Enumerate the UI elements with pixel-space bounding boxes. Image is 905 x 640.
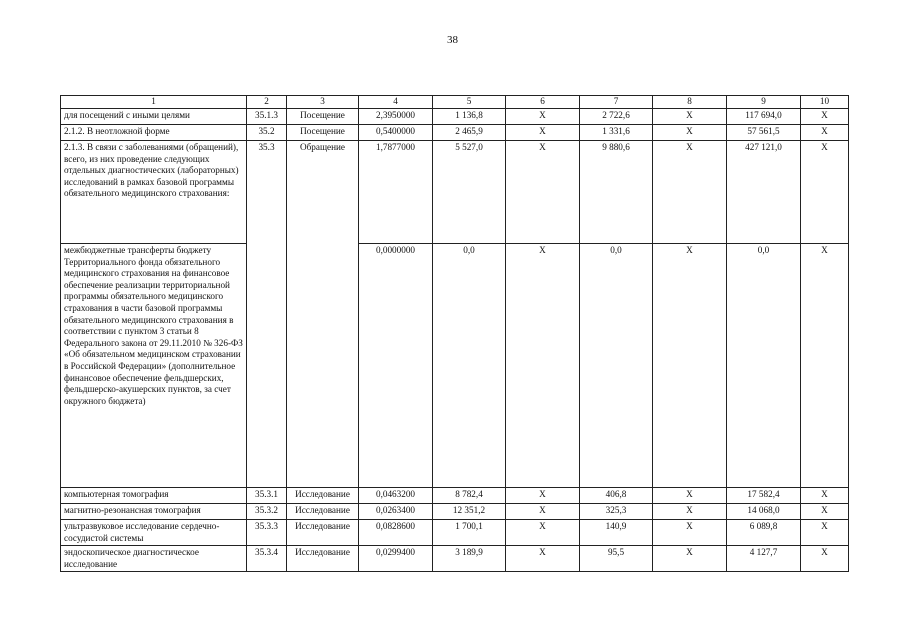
table-row xyxy=(61,244,849,488)
cell-5: 0,0 xyxy=(433,244,506,488)
cell-6: Х xyxy=(506,141,580,244)
column-header: 8 xyxy=(653,96,727,109)
row-unit: Обращение xyxy=(287,141,359,488)
table-row xyxy=(61,488,849,504)
cell-9: 14 068,0 xyxy=(727,504,801,520)
column-header: 6 xyxy=(506,96,580,109)
cell-9: 4 127,7 xyxy=(727,546,801,572)
cell-9: 0,0 xyxy=(727,244,801,488)
cell-10: Х xyxy=(801,125,849,141)
cell-6: Х xyxy=(506,546,580,572)
column-header: 4 xyxy=(359,96,433,109)
cell-6: Х xyxy=(506,520,580,546)
row-name: 2.1.3. В связи с заболеваниями (обращений), всего, из них проведение следующих отдельных диагностических (лабораторных) исследований в рамках базовой программы обязательного медицинского страхования: xyxy=(61,141,247,244)
cell-10: Х xyxy=(801,504,849,520)
cell-5: 1 136,8 xyxy=(433,109,506,125)
table-row xyxy=(61,141,849,244)
cell-4: 0,0463200 xyxy=(359,488,433,504)
cell-9: 17 582,4 xyxy=(727,488,801,504)
cell-8: Х xyxy=(653,488,727,504)
cell-10: Х xyxy=(801,141,849,244)
column-header: 3 xyxy=(287,96,359,109)
table-row xyxy=(61,125,849,141)
cell-10: Х xyxy=(801,244,849,488)
row-unit: Исследование xyxy=(287,504,359,520)
row-name: межбюджетные трансферты бюджету Территориального фонда обязательного медицинского страхования на финансовое обеспечение реализации территориальной программы обязательного медицинского страхования в части базовой программы обязательного медицинского страхования в соответствии с пунктом 3 статьи 8 Федерального закона от 29.11.2010 № 326-ФЗ «Об обязательном медицинском страховании в Российской Федерации» (дополнительное финансовое обеспечение фельдшерских, фельдшерско-акушерских пунктов, за счет окружного бюджета) xyxy=(61,244,247,488)
cell-4: 0,5400000 xyxy=(359,125,433,141)
cell-10: Х xyxy=(801,109,849,125)
data-table xyxy=(60,95,849,572)
cell-4: 0,0299400 xyxy=(359,546,433,572)
table-row xyxy=(61,109,849,125)
cell-9: 57 561,5 xyxy=(727,125,801,141)
cell-7: 140,9 xyxy=(580,520,653,546)
row-name: эндоскопическое диагностическое исследование xyxy=(61,546,247,572)
row-code: 35.1.3 xyxy=(247,109,287,125)
cell-7: 325,3 xyxy=(580,504,653,520)
cell-7: 1 331,6 xyxy=(580,125,653,141)
column-header: 10 xyxy=(801,96,849,109)
cell-7: 0,0 xyxy=(580,244,653,488)
row-unit: Посещение xyxy=(287,125,359,141)
column-header: 9 xyxy=(727,96,801,109)
row-code: 35.3.4 xyxy=(247,546,287,572)
row-unit: Исследование xyxy=(287,546,359,572)
cell-8: Х xyxy=(653,109,727,125)
cell-5: 12 351,2 xyxy=(433,504,506,520)
column-header: 2 xyxy=(247,96,287,109)
cell-7: 2 722,6 xyxy=(580,109,653,125)
row-name: компьютерная томография xyxy=(61,488,247,504)
cell-7: 95,5 xyxy=(580,546,653,572)
cell-7: 9 880,6 xyxy=(580,141,653,244)
row-name: магнитно-резонансная томография xyxy=(61,504,247,520)
table-row xyxy=(61,520,849,546)
cell-8: Х xyxy=(653,141,727,244)
cell-6: Х xyxy=(506,109,580,125)
row-name: ультразвуковое исследование сердечно-сосудистой системы xyxy=(61,520,247,546)
cell-8: Х xyxy=(653,520,727,546)
cell-5: 2 465,9 xyxy=(433,125,506,141)
cell-5: 1 700,1 xyxy=(433,520,506,546)
cell-6: Х xyxy=(506,504,580,520)
table-row xyxy=(61,546,849,572)
cell-10: Х xyxy=(801,520,849,546)
cell-8: Х xyxy=(653,244,727,488)
cell-5: 8 782,4 xyxy=(433,488,506,504)
row-code: 35.3.1 xyxy=(247,488,287,504)
page-number: 38 xyxy=(447,34,458,46)
row-code: 35.2 xyxy=(247,125,287,141)
cell-8: Х xyxy=(653,125,727,141)
cell-8: Х xyxy=(653,504,727,520)
row-code: 35.3.2 xyxy=(247,504,287,520)
cell-7: 406,8 xyxy=(580,488,653,504)
table-row xyxy=(61,504,849,520)
column-header: 7 xyxy=(580,96,653,109)
cell-4: 0,0000000 xyxy=(359,244,433,488)
row-code: 35.3 xyxy=(247,141,287,488)
cell-8: Х xyxy=(653,546,727,572)
row-unit: Исследование xyxy=(287,488,359,504)
row-code: 35.3.3 xyxy=(247,520,287,546)
cell-10: Х xyxy=(801,546,849,572)
cell-6: Х xyxy=(506,125,580,141)
row-unit: Исследование xyxy=(287,520,359,546)
cell-4: 1,7877000 xyxy=(359,141,433,244)
cell-4: 0,0263400 xyxy=(359,504,433,520)
row-name: для посещений с иными целями xyxy=(61,109,247,125)
cell-6: Х xyxy=(506,488,580,504)
row-unit: Посещение xyxy=(287,109,359,125)
cell-4: 2,3950000 xyxy=(359,109,433,125)
cell-9: 117 694,0 xyxy=(727,109,801,125)
cell-10: Х xyxy=(801,488,849,504)
row-name: 2.1.2. В неотложной форме xyxy=(61,125,247,141)
cell-9: 427 121,0 xyxy=(727,141,801,244)
header-row xyxy=(61,96,849,109)
cell-5: 5 527,0 xyxy=(433,141,506,244)
cell-4: 0,0828600 xyxy=(359,520,433,546)
cell-5: 3 189,9 xyxy=(433,546,506,572)
cell-9: 6 089,8 xyxy=(727,520,801,546)
cell-6: Х xyxy=(506,244,580,488)
column-header: 5 xyxy=(433,96,506,109)
column-header: 1 xyxy=(61,96,247,109)
